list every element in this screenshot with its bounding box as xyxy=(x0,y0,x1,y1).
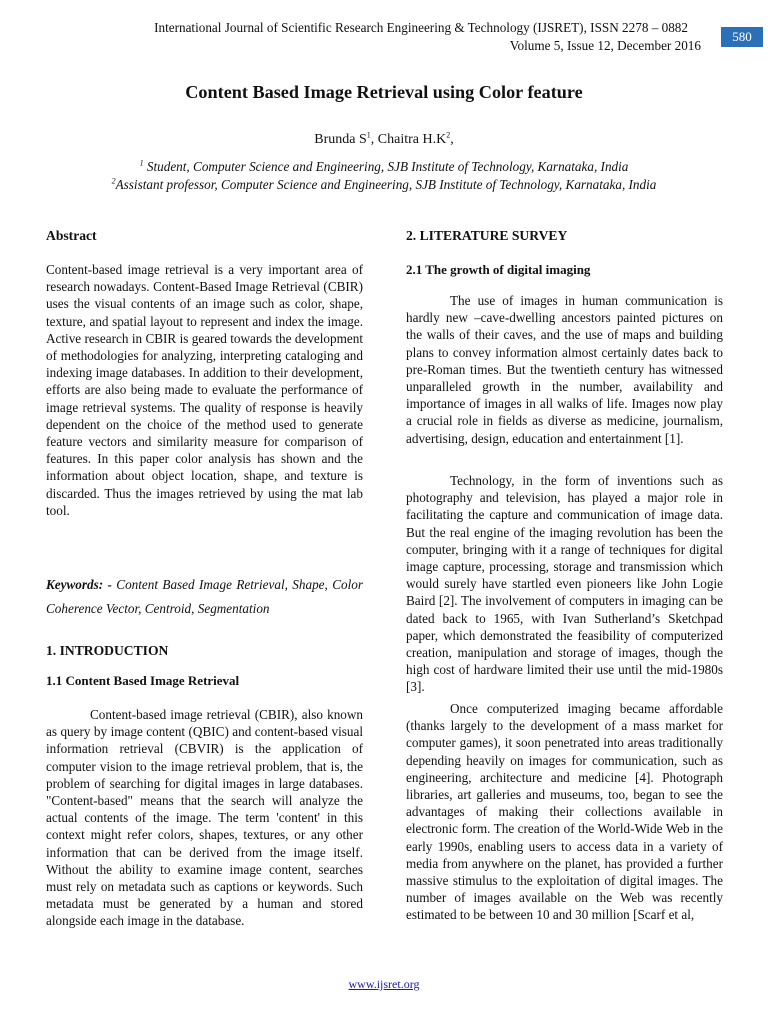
literature-paragraph-1: The use of images in human communication is hardly new –cave-dwelling ancestors painted pictures on the walls of their caves, and the use of maps and building plans to convey information almost certainly dates back to pre-Roman times. But the twentieth century has witnessed unparalleled growth in the number, availability and importance of images in all walks of life. Images now play a crucial role in fields as diverse as medicine, journalism, advertising, design, education and entertainment [1]. xyxy=(406,293,723,446)
page-number-badge: 580 xyxy=(721,27,763,47)
affiliation-2-superscript: 2 xyxy=(111,176,116,186)
volume-issue: Volume 5, Issue 12, December 2016 xyxy=(509,38,701,53)
introduction-heading: 1. INTRODUCTION xyxy=(46,643,169,658)
author-1-superscript: 1 xyxy=(366,130,371,140)
authors-trailing-comma: , xyxy=(450,132,454,147)
affiliation-1-text: Student, Computer Science and Engineering, SJB Institute of Technology, Karnataka, India xyxy=(143,159,629,174)
abstract-heading: Abstract xyxy=(46,228,97,243)
affiliation-1 xyxy=(0,159,768,175)
subsection-1-1-text: Content-based image retrieval (CBIR), also known as query by image content (QBIC) and content-based visual information retrieval (CBVIR) is the application of computer vision to the image retrieval problem, that is, the problem of searching for digital images in large databases. "Content-based" means that the search will analyze the actual contents of the image. The term 'content' in this context might refer colors, shapes, textures, or any other information that can be derived from the image itself. Without the ability to examine image content, searches must rely on metadata such as captions or keywords. Such metadata must be generated by a human and stored alongside each image in the database. xyxy=(46,707,363,929)
author-2: , Chaitra H.K xyxy=(370,132,447,147)
literature-paragraph-2: Technology, in the form of inventions such as photography and television, has played a major role in facilitating the capture and communication of image data. But the real engine of the imaging revolution has been the computer, bringing with it a range of techniques for digital image capture, processing, storage and transmission which would surely have startled even pioneers like John Logie Baird [2]. The involvement of computers in imaging can be dated back to 1965, with Ivan Sutherland’s Sketchpad paper, which demonstrated the feasibility of computerized creation, manipulation and storage of images, though the high cost of hardware limited their use until the mid-1980s [3]. xyxy=(406,473,723,695)
keywords-text: Content Based Image Retrieval, Shape, Color Coherence Vector, Centroid, Segmentation xyxy=(46,577,363,616)
affiliation-1-superscript: 1 xyxy=(139,158,144,168)
footer-website-link[interactable]: www.ijsret.org xyxy=(348,977,420,991)
authors xyxy=(0,131,768,149)
affiliation-2 xyxy=(0,177,768,193)
author-1: Brunda S xyxy=(314,132,367,147)
keywords-label: Keywords: - xyxy=(46,577,112,592)
journal-header: International Journal of Scientific Research Engineering & Technology (IJSRET), ISSN 2278 – 0882 xyxy=(154,20,688,35)
subsection-1-1-heading: 1.1 Content Based Image Retrieval xyxy=(46,673,240,688)
affiliation-2-text: Assistant professor, Computer Science and Engineering, SJB Institute of Technology, Karnataka, India xyxy=(115,177,657,192)
paper-title: Content Based Image Retrieval using Color feature xyxy=(185,82,583,102)
author-2-superscript: 2 xyxy=(446,130,451,140)
subsection-2-1-heading: 2.1 The growth of digital imaging xyxy=(406,262,591,277)
abstract-text: Content-based image retrieval is a very important area of research nowadays. Content-Based Image Retrieval (CBIR) uses the visual contents of an image such as color, shape, texture, and spatial layout to represent and index the image. Active research in CBIR is geared towards the development of methodologies for analyzing, interpreting cataloging and indexing image databases. In addition to their development, efforts are also being made to evaluate the performance of image retrieval systems. The quality of response is heavily dependent on the choice of the method used to generate feature vectors and similarity measure for comparison of features. In this paper color analysis has shown and the information about object location, shape, and texture is discarded. Thus the images retrieved by using the mat lab tool. xyxy=(46,262,363,518)
keywords xyxy=(46,573,363,621)
literature-paragraph-3: Once computerized imaging became affordable (thanks largely to the development of a mass market for computer games), it soon penetrated into areas traditionally depending heavily on images for communication, such as engineering, architecture and medicine [4]. Photograph libraries, art galleries and museums, too, began to see the advantages of making their collections available in electronic form. The creation of the World-Wide Web in the early 1990s, enabling users to access data in a variety of media from anywhere on the planet, has provided a further massive stimulus to the exploitation of digital images. The number of images available on the Web was recently estimated to be between 10 and 30 million [Scarf et al, xyxy=(406,701,723,923)
literature-survey-heading: 2. LITERATURE SURVEY xyxy=(406,228,568,243)
